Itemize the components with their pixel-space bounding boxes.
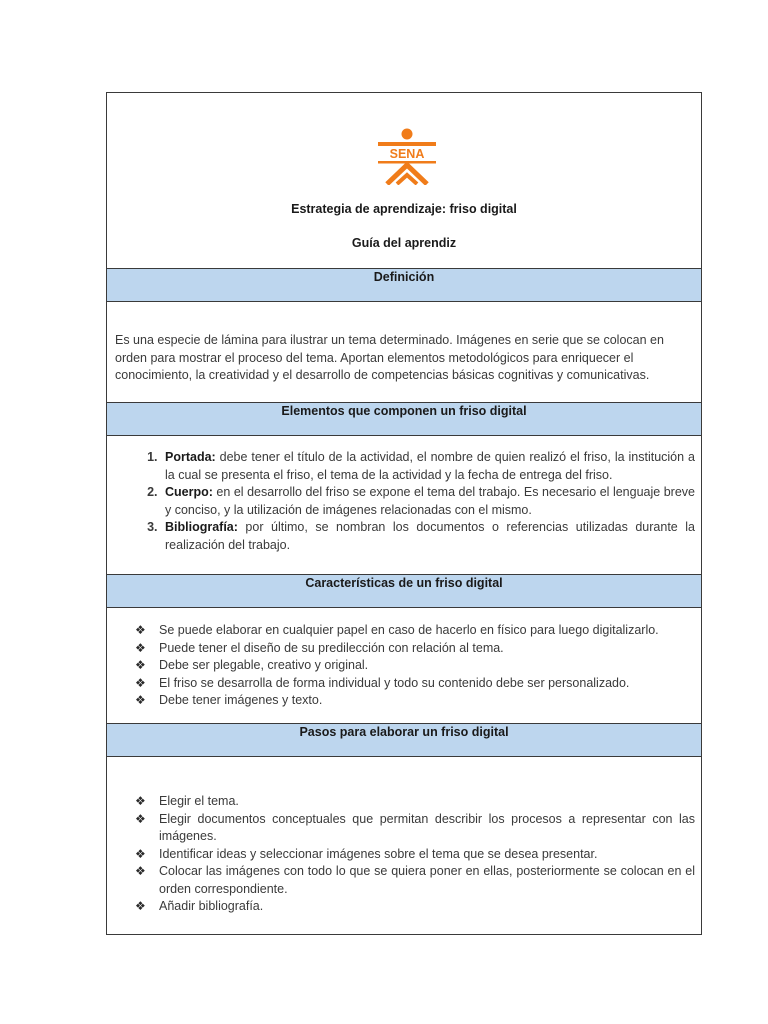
diamond-bullet-icon: ❖ (135, 640, 146, 655)
pasos-list (135, 793, 695, 916)
sena-logo-text: SENA (389, 147, 425, 161)
sena-logo (377, 127, 437, 185)
section-heading-label: Pasos para elaborar un friso digital (299, 725, 509, 739)
section-heading-pasos (107, 724, 701, 757)
list-item-text: El friso se desarrolla de forma individual y todo su contenido debe ser personalizado. (159, 675, 630, 690)
list-item-text: Elegir el tema. (159, 794, 239, 808)
section-heading-caracteristicas (107, 575, 701, 608)
list-item (135, 657, 695, 675)
list-item (135, 898, 695, 916)
list-item-text: Añadir bibliografía. (159, 899, 264, 913)
list-item-text: Elegir documentos conceptuales que permitan describir los procesos a representar con las imágenes. (159, 811, 695, 843)
diamond-bullet-icon: ❖ (135, 794, 146, 808)
definicion-body (107, 302, 701, 403)
list-item-text: Se puede elaborar en cualquier papel en caso de hacerlo en físico para luego digitalizarlo. (159, 623, 659, 637)
list-item-term: Bibliografía: (165, 520, 238, 534)
list-item (135, 622, 695, 640)
diamond-bullet-icon: ❖ (135, 846, 146, 861)
list-item-text: Debe tener imágenes y texto. (159, 693, 323, 707)
section-heading-label: Elementos que componen un friso digital (281, 404, 527, 418)
list-item (135, 863, 695, 898)
list-item-term: Cuerpo: (165, 485, 213, 499)
document-header (107, 93, 701, 269)
document-title: Estrategia de aprendizaje: friso digital (291, 202, 517, 216)
section-heading-definicion (107, 269, 701, 302)
list-item (135, 811, 695, 846)
elementos-body (107, 436, 701, 575)
diamond-bullet-icon: ❖ (135, 658, 146, 672)
list-item (161, 449, 695, 484)
list-item (135, 692, 695, 710)
section-heading-label: Características de un friso digital (305, 576, 503, 590)
section-heading-label: Definición (373, 270, 435, 284)
list-item-term: Portada: (165, 450, 216, 464)
list-item (135, 846, 695, 864)
list-item-text: Debe ser plegable, creativo y original. (159, 658, 369, 672)
diamond-bullet-icon: ❖ (135, 899, 146, 913)
diamond-bullet-icon: ❖ (135, 811, 146, 826)
list-item-text: debe tener el título de la actividad, el nombre de quien realizó el friso, la institución a la cual se presenta el friso, el tema de la actividad y la fecha de entrega del friso. (165, 450, 695, 482)
list-item (161, 519, 695, 554)
list-item-text: por último, se nombran los documentos o referencias utilizadas durante la realización del trabajo. (165, 520, 695, 552)
pasos-body (107, 757, 701, 934)
list-item (135, 675, 695, 693)
list-item (135, 640, 695, 658)
definicion-text: Es una especie de lámina para ilustrar un tema determinado. Imágenes en serie que se colocan en orden para mostrar el proceso del tema. Aportan elementos metodológicos para enriquecer el conocimiento, la creatividad y el desarrollo de competencias básicas cognitivas y comunicativas. (115, 333, 664, 382)
list-item (135, 793, 695, 811)
caracteristicas-list (135, 622, 695, 710)
list-item-text: Identificar ideas y seleccionar imágenes sobre el tema que se desea presentar. (159, 846, 598, 861)
elementos-list (117, 449, 695, 554)
document-table (106, 92, 702, 935)
diamond-bullet-icon: ❖ (135, 675, 146, 690)
diamond-bullet-icon: ❖ (135, 693, 146, 707)
list-item-text: Puede tener el diseño de su predilección con relación al tema. (159, 640, 504, 655)
section-heading-elementos (107, 403, 701, 436)
list-item-text: en el desarrollo del friso se expone el tema del trabajo. Es necesario el lenguaje breve y conciso, y la utilización de imágenes relacionadas con el mismo. (165, 485, 695, 517)
document-subtitle: Guía del aprendiz (351, 236, 457, 250)
diamond-bullet-icon: ❖ (135, 623, 146, 637)
diamond-bullet-icon: ❖ (135, 864, 146, 878)
list-item-text: Colocar las imágenes con todo lo que se quiera poner en ellas, posteriormente se colocan en el orden correspondiente. (159, 864, 695, 896)
list-item (161, 484, 695, 519)
caracteristicas-body (107, 608, 701, 724)
